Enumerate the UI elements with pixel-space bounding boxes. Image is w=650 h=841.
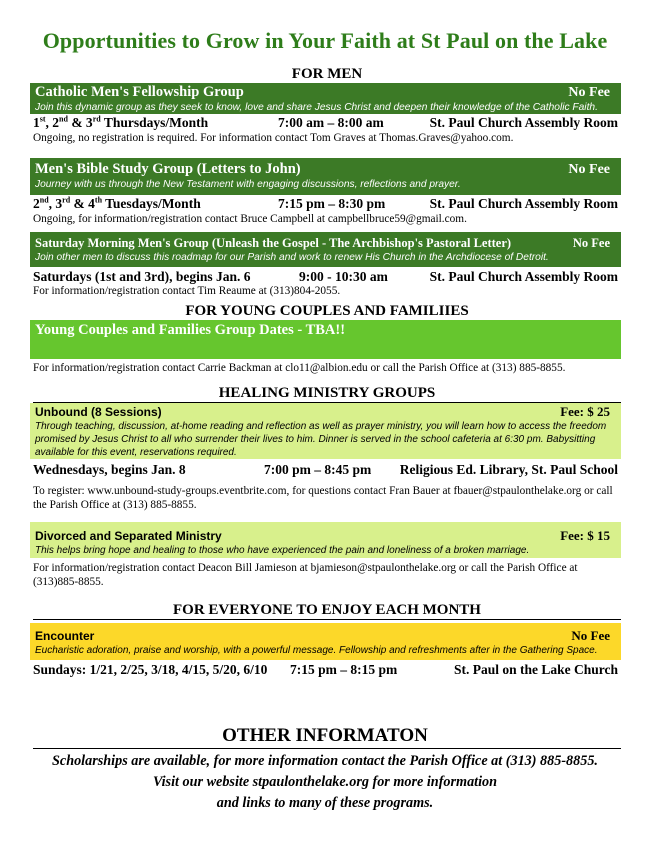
section-heading-families: FOR YOUNG COUPLES AND FAMILIIES bbox=[33, 303, 621, 321]
smm-time: 9:00 - 10:30 am bbox=[299, 269, 388, 284]
cmf-description: Join this dynamic group as they seek to know, love and share Jesus Christ and deepen their knowledge of the Catholic Faith. bbox=[35, 102, 598, 113]
section-heading-men: FOR MEN bbox=[33, 66, 621, 84]
unbound-description: Through teaching, discussion, at-home reading and reflection as well as prayer ministry, you will learn how to access the freedom promised by Jesus Christ to all who surrender their lives to him. Dinner is served in the school cafeteria at 6:30 pm. Babysitting available for this event, reservations required. bbox=[35, 421, 607, 458]
dsm-info: For information/registration contact Deacon Bill Jamieson at bjamieson@stpaulonthelake.org or call the Parish Office at (313)885-8855. bbox=[33, 562, 578, 588]
unbound-time: 7:00 pm – 8:45 pm bbox=[264, 462, 372, 477]
mbs-time: 7:15 pm – 8:30 pm bbox=[278, 196, 386, 211]
encounter-location: St. Paul on the Lake Church bbox=[453, 662, 618, 677]
unbound-banner bbox=[30, 403, 621, 459]
smm-schedule bbox=[33, 269, 618, 285]
encounter-schedule bbox=[33, 662, 618, 678]
other-info-heading: OTHER INFORMATON bbox=[222, 725, 428, 746]
cmf-schedule bbox=[33, 115, 618, 131]
other-info-divider bbox=[33, 748, 621, 749]
mbs-day: 2nd, 3rd & 4th Tuesdays/Month bbox=[33, 195, 201, 211]
page-title: Opportunities to Grow in Your Faith at St Paul on the Lake bbox=[42, 28, 608, 53]
section-heading-healing: HEALING MINISTRY GROUPS bbox=[33, 385, 621, 403]
encounter-banner bbox=[30, 623, 621, 660]
unbound-location: Religious Ed. Library, St. Paul School bbox=[399, 462, 618, 477]
smm-info: For information/registration contact Tim Reaume at (313)804-2055. bbox=[33, 285, 341, 297]
mbs-schedule bbox=[33, 196, 618, 212]
mbs-description: Journey with us through the New Testament with engaging discussions, reflections and prayer. bbox=[35, 179, 461, 190]
dsm-fee: Fee: $ 15 bbox=[560, 528, 610, 543]
cmf-info: Ongoing, no registration is required. For information contact Tom Graves at Thomas.Graves@yahoo.com. bbox=[33, 132, 514, 144]
mbs-banner bbox=[30, 158, 621, 195]
ycf-info: For information/registration contact Carrie Backman at clo11@albion.edu or call the Parish Office at (313) 885-8855. bbox=[33, 362, 566, 374]
unbound-day: Wednesdays, begins Jan. 8 bbox=[33, 462, 186, 477]
scholarship-note: Scholarships are available, for more information contact the Parish Office at (313) 885-8855. bbox=[52, 753, 598, 769]
dsm-name: Divorced and Separated Ministry bbox=[35, 529, 222, 543]
section-heading-monthly: FOR EVERYONE TO ENJOY EACH MONTH bbox=[33, 602, 621, 620]
encounter-time: 7:15 pm – 8:15 pm bbox=[290, 662, 398, 677]
cmf-day: 1st, 2nd & 3rd Thursdays/Month bbox=[33, 114, 209, 130]
encounter-description: Eucharistic adoration, praise and worship, with a powerful message. Fellowship and refreshments after in the Gathering Space. bbox=[35, 645, 598, 656]
encounter-name: Encounter bbox=[35, 629, 95, 643]
cmf-location: St. Paul Church Assembly Room bbox=[429, 115, 618, 130]
mbs-info: Ongoing, for information/registration contact Bruce Campbell at campbellbruce59@gmail.com. bbox=[33, 213, 467, 225]
dsm-banner bbox=[30, 522, 621, 558]
smm-name: Saturday Morning Men's Group (Unleash the Gospel - The Archbishop's Pastoral Letter) bbox=[35, 236, 512, 250]
unbound-info: To register: www.unbound-study-groups.eventbrite.com, for questions contact Fran Bauer at fbauer@stpaulonthelake.org or call the Parish Office at (313) 885-8855. bbox=[33, 485, 613, 511]
mbs-fee: No Fee bbox=[568, 162, 610, 177]
smm-fee: No Fee bbox=[572, 236, 610, 250]
encounter-fee: No Fee bbox=[571, 628, 610, 643]
cmf-time: 7:00 am – 8:00 am bbox=[278, 115, 384, 130]
cmf-banner bbox=[30, 83, 621, 114]
smm-banner bbox=[30, 232, 621, 267]
smm-description: Join other men to discuss this roadmap for our Parish and work to renew His Church in the Archdiocese of Detroit. bbox=[35, 252, 549, 263]
cmf-name: Catholic Men's Fellowship Group bbox=[35, 84, 244, 100]
unbound-fee: Fee: $ 25 bbox=[560, 404, 610, 419]
mbs-name: Men's Bible Study Group (Letters to John) bbox=[35, 161, 301, 177]
links-note: and links to many of these programs. bbox=[216, 795, 434, 811]
encounter-day: Sundays: 1/21, 2/25, 3/18, 4/15, 5/20, 6/10 bbox=[33, 662, 268, 677]
ycf-banner bbox=[30, 320, 621, 359]
website-note: Visit our website stpaulonthelake.org for more information bbox=[152, 774, 498, 790]
ycf-name: Young Couples and Families Group Dates - TBA!! bbox=[35, 322, 346, 338]
unbound-name: Unbound (8 Sessions) bbox=[35, 405, 162, 419]
smm-day: Saturdays (1st and 3rd), begins Jan. 6 bbox=[33, 269, 251, 284]
smm-location: St. Paul Church Assembly Room bbox=[429, 269, 618, 284]
mbs-location: St. Paul Church Assembly Room bbox=[429, 196, 618, 211]
cmf-fee: No Fee bbox=[568, 85, 610, 100]
dsm-description: This helps bring hope and healing to those who have experienced the pain and loneliness of a broken marriage. bbox=[35, 545, 530, 556]
unbound-schedule bbox=[33, 462, 618, 478]
